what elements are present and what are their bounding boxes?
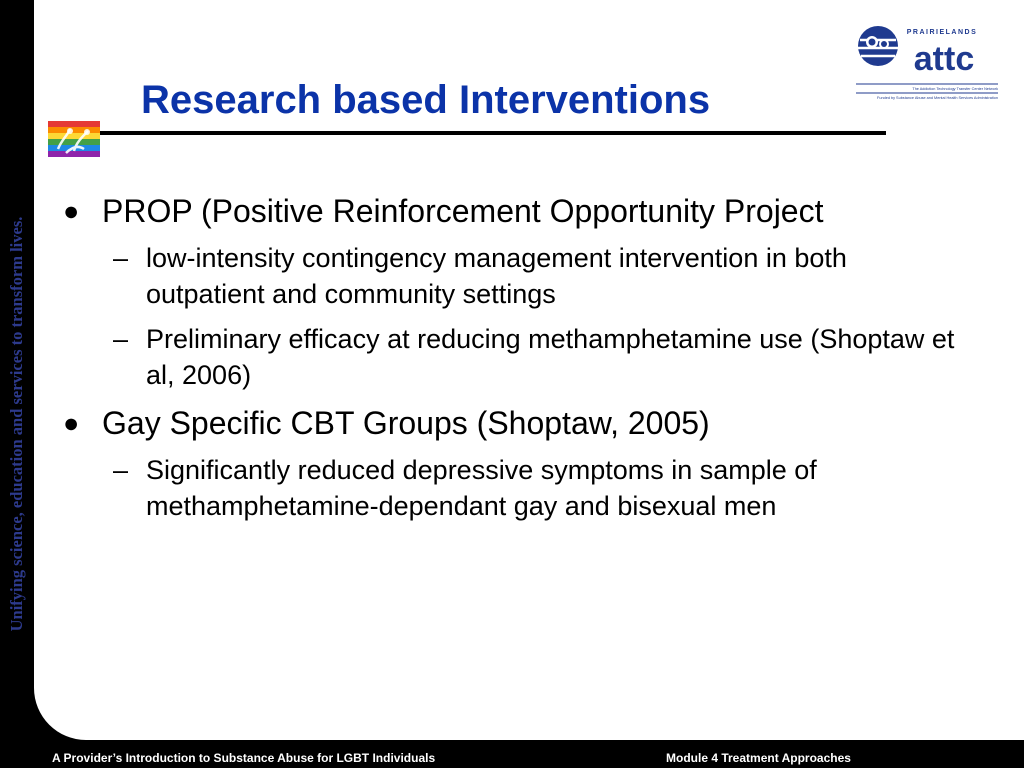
- title-divider: [100, 131, 886, 135]
- footer-module-title: Module 4 Treatment Approaches: [666, 751, 851, 765]
- logo-funding-text: Funded by Substance Abuse and Mental Health Services Administration: [877, 96, 998, 100]
- sub-bullet: [60, 452, 970, 524]
- rainbow-flag-icon: [48, 121, 100, 157]
- sub-bullet: [60, 240, 970, 312]
- slide-title: Research based Interventions: [141, 78, 711, 122]
- sidebar-tagline-container: [0, 0, 34, 740]
- bullet-cbt: [60, 402, 970, 445]
- bullet-prop: [60, 190, 970, 233]
- attc-logo: [852, 20, 1002, 104]
- sub-bullet-text: Preliminary efficacy at reducing methamphetamine use (Shoptaw et al, 2006): [146, 324, 955, 390]
- bullet-marker: ●: [63, 408, 80, 438]
- dash-marker: –: [113, 455, 129, 485]
- sub-bullet-text: Significantly reduced depressive symptoms in sample of methamphetamine-dependant gay and bisexual men: [146, 455, 817, 521]
- sidebar-tagline: Unifying science, education and services to transform lives.: [7, 216, 26, 632]
- slide-content: [60, 190, 970, 533]
- logo-main-text: attc: [913, 40, 975, 78]
- dash-marker: –: [113, 324, 129, 354]
- bullet-text: PROP (Positive Reinforcement Opportunity Project: [102, 193, 824, 229]
- sub-bullet-text: low-intensity contingency management intervention in both outpatient and community settings: [146, 243, 847, 309]
- globe-icon: [858, 26, 898, 66]
- dash-marker: –: [113, 243, 129, 273]
- bullet-text: Gay Specific CBT Groups (Shoptaw, 2005): [102, 405, 710, 441]
- footer-course-title: A Provider’s Introduction to Substance Abuse for LGBT Individuals: [52, 751, 436, 765]
- bullet-marker: ●: [63, 196, 80, 226]
- sub-bullet: [60, 321, 970, 393]
- logo-top-text: PRAIRIELANDS: [906, 29, 978, 36]
- logo-network-text: The Addiction Technology Transfer Center Network: [912, 87, 998, 91]
